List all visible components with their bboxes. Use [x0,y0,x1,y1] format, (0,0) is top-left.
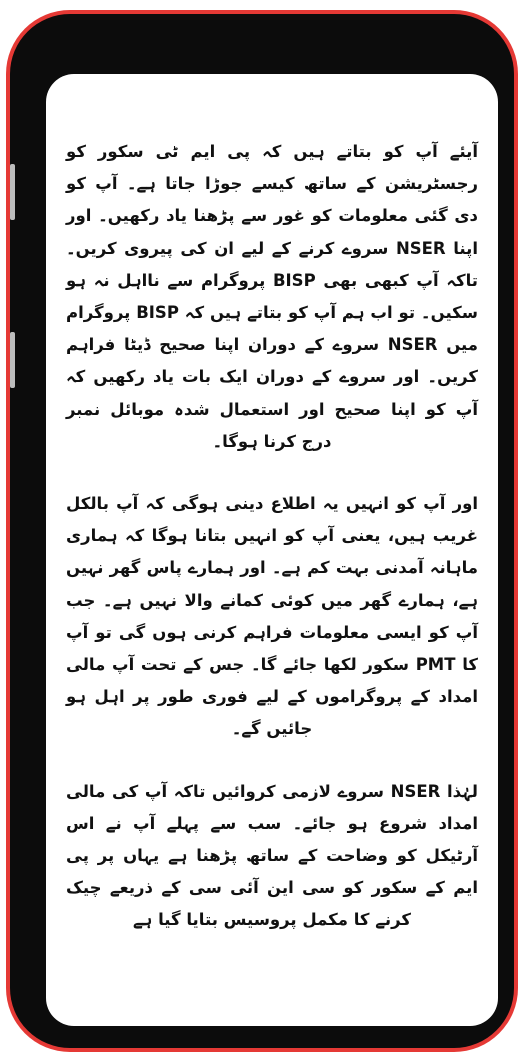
phone-side-button-upper [10,164,15,220]
paragraph-2: اور آپ کو انہیں یہ اطلاع دینی ہوگی کہ آپ بالکل غریب ہیں، یعنی آپ کو انہیں بتانا ہوگا کہ ہماری ماہانہ آمدنی بہت کم ہے۔ اور ہمارے پاس گھر نہیں ہے، ہمارے گھر میں کوئی کمانے والا نہیں ہے۔ جب آپ کو ایسی معلومات فراہم کرنی ہوں گی تو آپ کا PMT سکور لکھا جائے گا۔ جس کے تحت آپ مالی امداد کے پروگراموں کے لیے فوری طور پر اہل ہو جائیں گے۔ [66,494,478,739]
paragraph-3: لہٰذا NSER سروے لازمی کروائیں تاکہ آپ کی مالی امداد شروع ہو جائے۔ سب سے پہلے آپ نے اس آرٹیکل کو وضاحت کے ساتھ پڑھنا ہے یہاں پر پی ایم کے سکور کو سی این آئی سی کے ذریعے چیک کرنے کا مکمل پروسیس بتایا گیا ہے [66,781,479,930]
article-text [66,136,478,967]
paragraph-1: آیئے آپ کو بتاتے ہیں کہ پی ایم ٹی سکور کو رجسٹریشن کے ساتھ کیسے جوڑا جاتا ہے۔ آپ کو دی گئی معلومات کو غور سے پڑھنا یاد رکھیں۔ اور اپنا NSER سروے کرنے کے لیے ان کی پیروی کریں۔ تاکہ آپ کبھی بھی BISP پروگرام سے نااہل نہ ہو سکیں۔ تو اب ہم آپ کو بتاتے ہیں کہ BISP پروگرام میں NSER سروے کے دوران اپنا صحیح ڈیٹا فراہم کریں۔ اور سروے کے دوران ایک بات یاد رکھیں کہ آپ کو اپنا صحیح اور استعمال شدہ موبائل نمبر درج کرنا ہوگا۔ [66,142,478,451]
phone-side-button-lower [10,332,15,388]
phone-mockup [6,10,518,1052]
phone-frame [10,14,514,1048]
phone-screen [46,74,498,1026]
